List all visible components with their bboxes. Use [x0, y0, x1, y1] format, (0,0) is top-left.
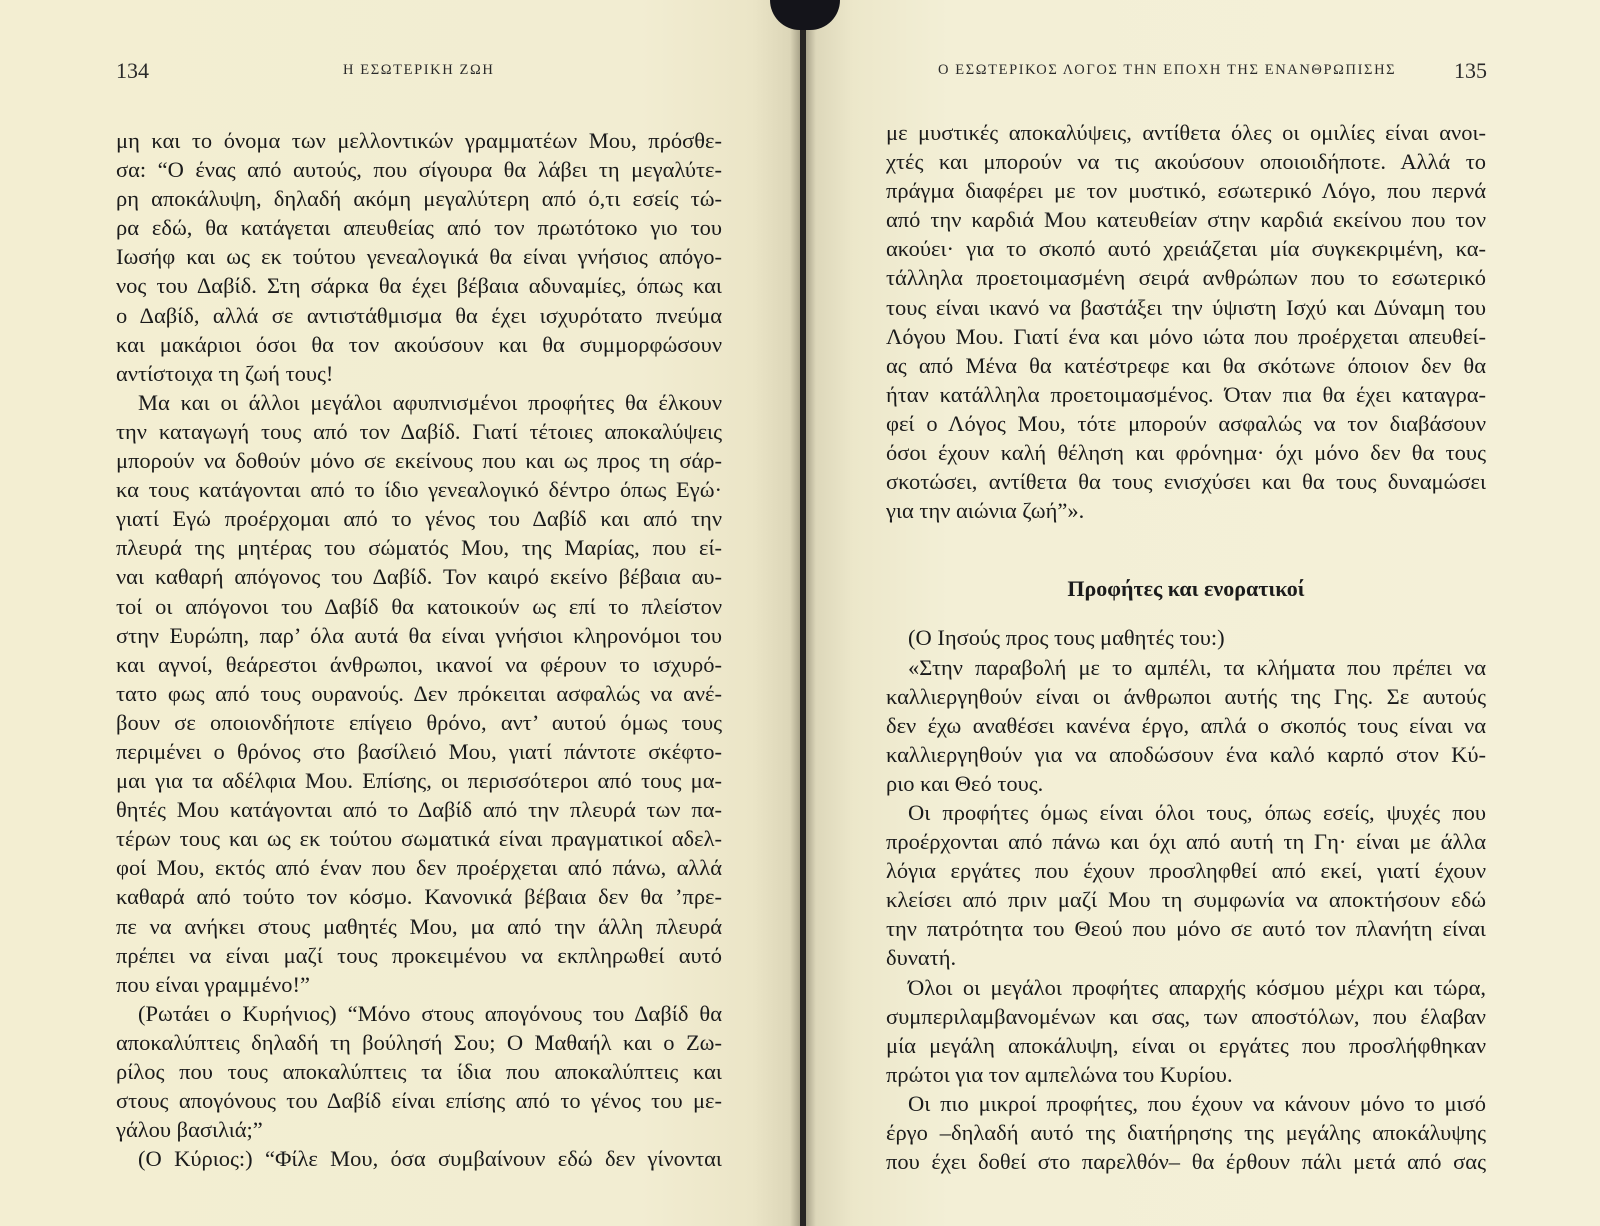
text-line: όσοι έχουν καλή θέληση και φρόνημα· όχι μόνο δεν θα τους — [886, 440, 1486, 466]
text-line: δεν έχω αναθέσει κανένα έργο, απλά ο σκοπός τους είναι να — [886, 712, 1486, 738]
text-line: καλλιεργηθούν είναι οι άνθρωποι αυτής της Γης. Σε αυτούς — [886, 683, 1486, 709]
text-line: πρώτοι για τον αμπελώνα του Κυρίου. — [886, 1061, 1233, 1087]
text-line: φοί Μου, εκτός από έναν που δεν προέρχεται από πάνω, αλλά — [116, 855, 722, 881]
text-line: ο Δαβίδ, αλλά σε αντιστάθμισμα θα έχει ισχυρότατο πνεύμα — [116, 302, 722, 328]
text-line: πρέπει να είναι μαζί τους προκειμένου να εκπληρωθεί αυτό — [116, 942, 722, 968]
text-line: «Στην παραβολή με το αμπέλι, τα κλήματα που πρέπει να — [908, 654, 1486, 680]
right-running-head: Ο ΕΣΩΤΕΡΙΚΟΣ ΛΟΓΟΣ ΤΗΝ ΕΠΟΧΗ ΤΗΣ ΕΝΑΝΘΡΩΠΙΣΗΣ — [938, 62, 1397, 78]
text-line: την καταγωγή τους από τον Δαβίδ. Γιατί τέτοιες αποκαλύψεις — [116, 418, 722, 444]
section-heading: Προφήτες και ενορατικοί — [1067, 576, 1305, 602]
text-line: φεί ο Λόγος Μου, τότε μπορούν ασφαλώς να τον διαβάσουν — [886, 410, 1486, 436]
text-line: πράγμα διαφέρει με τον μυστικό, εσωτερικό Λόγο, που περνά — [886, 178, 1486, 204]
text-line: ρα εδώ, θα κατάγεται απευθείας από τον πρωτότοκο γιο του — [116, 215, 722, 241]
text-line: και αγνοί, θεάρεστοι άνθρωποι, ικανοί να φέρουν το ισχυρό- — [116, 651, 722, 677]
text-line: ρη αποκάλυψη, δηλαδή ακόμη μεγαλύτερη από ό,τι εσείς τώ- — [116, 186, 722, 212]
text-line: βουν σε οποιονδήποτε επίγειο θρόνο, αντ’ αυτού όμως τους — [116, 709, 722, 735]
text-line: κα τους κατάγονται από το ίδιο γενεαλογικό δέντρο όπως Εγώ· — [116, 477, 722, 503]
text-line: (Ο Ιησούς προς τους μαθητές του:) — [908, 625, 1225, 651]
right-body-text — [886, 118, 1486, 1176]
text-line: καθαρά από τούτο τον κόσμο. Κανονικά βέβαια δεν θα ’πρε- — [116, 884, 722, 910]
text-line: λόγια εργάτες που έχουν προσληφθεί από εκεί, γιατί έχουν — [886, 858, 1486, 884]
text-line: και μακάριοι όσοι θα τον ακούσουν και θα συμμορφώσουν — [116, 331, 722, 357]
text-line: τους είναι ικανό να βαστάξει την ύψιστη Ισχύ και Δύναμη του — [886, 294, 1486, 320]
text-line: περιμένει ο θρόνος στο βασίλειό Μου, γιατί πάντοτε σκέφτο- — [116, 738, 722, 764]
text-line: που έχει δοθεί στο παρελθόν– θα έρθουν πάλι μετά από σας — [886, 1149, 1486, 1175]
text-line: τάλληλα προετοιμασμένη σειρά ανθρώπων που το εσωτερικό — [886, 265, 1486, 291]
text-line: θητές Μου κατάγονται από το Δαβίδ από την πλευρά των πα- — [116, 797, 722, 823]
text-line: συμπεριλαμβανομένων και σας, των αποστόλων, που έλαβαν — [886, 1003, 1486, 1029]
text-line: αντίστοιχα τη ζωή τους! — [116, 360, 334, 386]
text-line: τέρων τους και ως εκ τούτου σωματικά είναι πραγματικοί αδελ- — [116, 826, 722, 852]
text-line: Όλοι οι μεγάλοι προφήτες απαρχής κόσμου μέχρι και τώρα, — [908, 974, 1486, 1000]
left-page-number: 134 — [116, 58, 149, 83]
text-line: από την καρδιά Μου κατευθείαν στην καρδιά εκείνου που τον — [886, 207, 1486, 233]
right-page-number: 135 — [1454, 58, 1487, 83]
text-line: Λόγου Μου. Γιατί ένα και μόνο ιώτα που προέρχεται απευθεί- — [886, 323, 1486, 349]
text-line: γιατί Εγώ προέρχομαι από το γένος του Δαβίδ και από την — [116, 506, 722, 532]
text-line: ήταν κατάλληλα προετοιμασμένος. Όταν πια θα έχει καταγρα- — [886, 381, 1486, 407]
text-line: μπορούν να δοθούν μόνο σε εκείνους που και ως προς τη σάρ- — [116, 448, 722, 474]
left-running-head: Η ΕΣΩΤΕΡΙΚΗ ΖΩΗ — [343, 62, 495, 78]
text-line: μία μεγάλη αποκάλυψη, είναι οι εργάτες που προσλήφθηκαν — [886, 1032, 1486, 1058]
text-line: ναι καθαρή απόγονος του Δαβίδ. Τον καιρό εκείνο βέβαια αυ- — [116, 564, 722, 590]
text-line: καλλιεργηθούν για να αποδώσουν ένα καλό καρπό στον Κύ- — [886, 741, 1486, 767]
text-line: έργο –δηλαδή αυτό της διατήρησης της μεγάλης αποκάλυψης — [886, 1120, 1486, 1145]
text-line: Ιωσήφ και ως εκ τούτου γενεαλογικά θα είναι γνήσιος απόγο- — [116, 244, 722, 270]
text-line: (Ρωτάει ο Κυρήνιος) “Μόνο στους απογόνους του Δαβίδ θα — [138, 1000, 722, 1026]
text-line: στους απογόνους του Δαβίδ είναι επίσης από το γένος του με- — [116, 1088, 722, 1114]
text-line: σα: “Ο ένας από αυτούς, που σίγουρα θα λάβει τη μεγαλύτε- — [116, 157, 722, 183]
text-line: που είναι γραμμένο!” — [116, 971, 310, 997]
text-line: αποκαλύπτεις δηλαδή τη βούλησή Σου; Ο Μαθαήλ και ο Ζω- — [116, 1029, 722, 1055]
text-line: μαι για τα αδέλφια Μου. Επίσης, οι περισσότεροι από τους μα- — [116, 768, 722, 794]
text-line: δυνατή. — [886, 945, 957, 971]
text-line: για την αιώνια ζωή”». — [886, 498, 1085, 524]
text-line: χτές και μπορούν να τις ακούσουν οποιοιδήποτε. Αλλά το — [886, 149, 1486, 175]
text-line: νος του Δαβίδ. Στη σάρκα θα έχει βέβαια αδυναμίες, όπως και — [116, 273, 722, 299]
text-line: Μα και οι άλλοι μεγάλοι αφυπνισμένοι προφήτες θα έλκουν — [138, 389, 722, 415]
text-line: ριο και Θεό τους. — [886, 770, 1044, 796]
text-line: ρίλος που τους αποκαλύπτεις τα ίδια που αποκαλύπτεις και — [116, 1059, 722, 1084]
text-line: (Ο Κύριος:) “Φίλε Μου, όσα συμβαίνουν εδώ δεν γίνονται — [138, 1146, 722, 1172]
gutter-shadow — [790, 0, 816, 1226]
text-line: με μυστικές αποκαλύψεις, αντίθετα όλες οι ομιλίες είναι ανοι- — [886, 120, 1486, 145]
text-line: κλείσει από πριν μαζί Μου τη συμφωνία να αποκτήσουν εδώ — [886, 887, 1486, 913]
text-line: τοί οι απόγονοι του Δαβίδ θα κατοικούν ως επί το πλείστον — [116, 593, 722, 619]
text-line: τατο φως από τους ουρανούς. Δεν πρόκειται ασφαλώς να ανέ- — [116, 680, 722, 706]
text-line: γάλου βασιλιά;” — [116, 1117, 263, 1143]
text-line: την πατρότητα του Θεού που μόνο σε αυτό τον πλανήτη είναι — [886, 916, 1486, 942]
text-line: μη και το όνομα των μελλοντικών γραμματέων Μου, πρόσθε- — [116, 128, 722, 153]
text-line: ακούει· για το σκοπό αυτό χρειάζεται μία συγκεκριμένη, κα- — [886, 236, 1486, 262]
text-line: σκοτώσει, αντίθετα θα τους ενισχύσει και θα τους δυναμώσει — [886, 469, 1486, 495]
text-line: στην Ευρώπη, παρ’ όλα αυτά θα είναι γνήσιοι κληρονόμοι του — [116, 622, 722, 648]
text-line: Οι πιο μικροί προφήτες, που έχουν να κάνουν μόνο το μισό — [908, 1090, 1486, 1116]
text-line: πλευρά της μητέρας του σώματός Μου, της Μαρίας, που εί- — [116, 535, 722, 561]
left-body-text — [116, 126, 722, 1173]
text-line: προέρχονται από πάνω και όχι από αυτή τη Γη· είναι με άλλα — [886, 829, 1486, 855]
right-page — [806, 0, 1600, 1226]
text-line: πε να ανήκει στους μαθητές Μου, μα από την άλλη πλευρά — [116, 913, 722, 939]
text-line: ας από Μένα θα κατέστρεφε και θα σκότωνε όποιον δεν θα — [886, 352, 1486, 378]
text-line: Οι προφήτες όμως είναι όλοι τους, όπως εσείς, ψυχές που — [908, 799, 1486, 825]
section-spacer — [886, 525, 1486, 554]
